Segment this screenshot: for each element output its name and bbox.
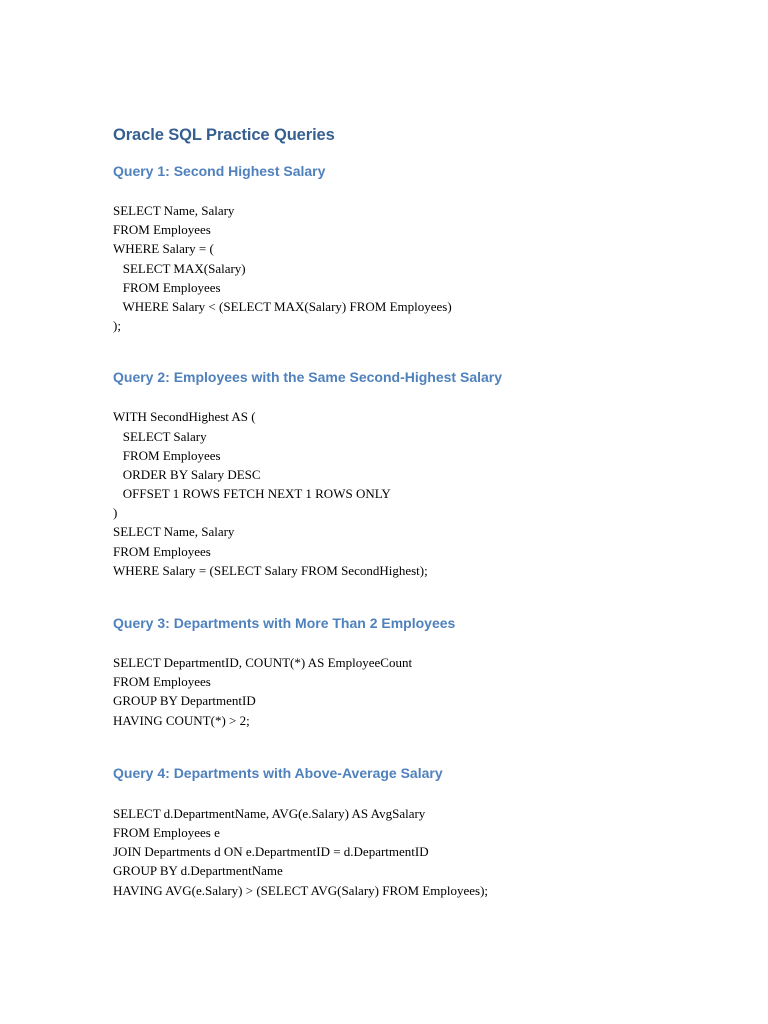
- code-line: GROUP BY d.DepartmentName: [113, 863, 283, 879]
- code-line: FROM Employees: [113, 222, 211, 238]
- code-line: FROM Employees: [113, 279, 221, 295]
- sql-code-block-4: [113, 804, 733, 900]
- code-line: FROM Employees e: [113, 824, 220, 840]
- code-line: SELECT d.DepartmentName, AVG(e.Salary) AS AvgSalary: [113, 805, 426, 821]
- code-line: );: [113, 318, 121, 334]
- query-heading-4: Query 4: Departments with Above-Average Salary: [113, 764, 443, 781]
- code-line: JOIN Departments d ON e.DepartmentID = d.DepartmentID: [113, 844, 429, 860]
- code-line: HAVING AVG(e.Salary) > (SELECT AVG(Salary) FROM Employees);: [113, 882, 489, 898]
- code-line: FROM Employees: [113, 543, 211, 559]
- code-line: SELECT DepartmentID, COUNT(*) AS EmployeeCount: [113, 655, 413, 670]
- code-line: WITH SecondHighest AS (: [113, 409, 256, 425]
- sql-code-block-1: [113, 201, 733, 335]
- code-line: SELECT Name, Salary: [113, 203, 235, 218]
- code-line: FROM Employees: [113, 447, 221, 463]
- code-line: SELECT Salary: [113, 428, 207, 444]
- sql-code-block-2: [113, 407, 733, 580]
- code-line: ORDER BY Salary DESC: [113, 466, 261, 482]
- code-line: ): [113, 505, 118, 521]
- query-section-1: [113, 161, 733, 335]
- query-section-3: [113, 613, 733, 730]
- query-heading-3: Query 3: Departments with More Than 2 Employees: [113, 615, 456, 631]
- sql-code-block-3: [113, 653, 733, 730]
- query-section-4: [113, 763, 733, 900]
- query-heading-1: Query 1: Second Highest Salary: [113, 163, 326, 179]
- query-section-2: [113, 367, 733, 580]
- code-line: GROUP BY DepartmentID: [113, 693, 256, 709]
- code-line: WHERE Salary = (: [113, 241, 214, 257]
- document-title: Oracle SQL Practice Queries: [113, 126, 335, 144]
- code-line: OFFSET 1 ROWS FETCH NEXT 1 ROWS ONLY: [113, 486, 391, 502]
- query-heading-2: Query 2: Employees with the Same Second-Highest Salary: [113, 369, 503, 386]
- code-line: WHERE Salary < (SELECT MAX(Salary) FROM Employees): [113, 298, 452, 314]
- code-line: FROM Employees: [113, 674, 211, 690]
- document-content: [113, 124, 733, 900]
- code-line: HAVING COUNT(*) > 2;: [113, 712, 250, 728]
- code-line: WHERE Salary = (SELECT Salary FROM SecondHighest);: [113, 562, 428, 578]
- code-line: SELECT Name, Salary: [113, 524, 235, 540]
- code-line: SELECT MAX(Salary): [113, 260, 246, 276]
